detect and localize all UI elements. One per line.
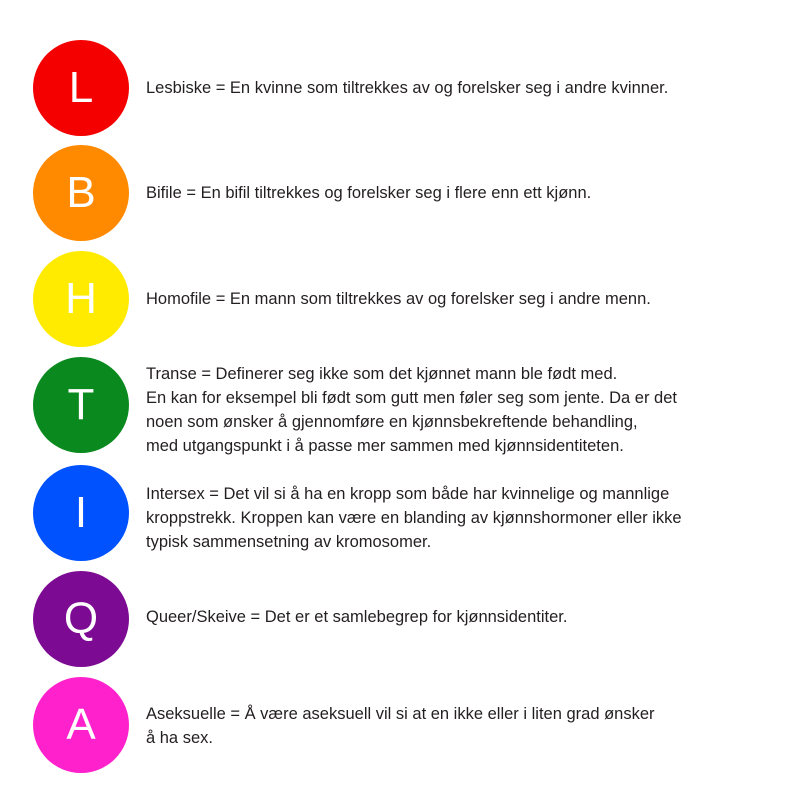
- letter-circle-a: A: [33, 677, 129, 773]
- description-intersex: Intersex = Det vil si å ha en kropp som både har kvinnelige og mannlige kroppstrekk. Kroppen kan være en blanding av kjønnshormoner eller ikke typisk sammensetning av kromosomer.: [146, 485, 682, 551]
- description-transe: Transe = Definerer seg ikke som det kjønnet mann ble født med. En kan for eksempel bli født som gutt men føler seg som jente. Da er det noen som ønsker å gjennomføre en kjønnsbekreftende behandling, med utgangspunkt i å passe mer sammen med kjønnsidentiteten.: [146, 365, 677, 455]
- letter-circle-i: I: [33, 465, 129, 561]
- letter-circle-h: H: [33, 251, 129, 347]
- letter-circle-t: T: [33, 357, 129, 453]
- letter-circle-q: Q: [33, 571, 129, 667]
- letter-circle-l: L: [33, 40, 129, 136]
- description-bifile: Bifile = En bifil tiltrekkes og forelsker seg i flere enn ett kjønn.: [146, 184, 592, 202]
- description-aseksuelle: Aseksuelle = Å være aseksuell vil si at en ikke eller i liten grad ønsker å ha sex.: [146, 705, 655, 747]
- description-queer: Queer/Skeive = Det er et samlebegrep for kjønnsidentiter.: [146, 608, 568, 626]
- description-lesbiske: Lesbiske = En kvinne som tiltrekkes av og forelsker seg i andre kvinner.: [146, 79, 669, 97]
- letter-circle-b: B: [33, 145, 129, 241]
- description-homofile: Homofile = En mann som tiltrekkes av og forelsker seg i andre menn.: [146, 290, 651, 308]
